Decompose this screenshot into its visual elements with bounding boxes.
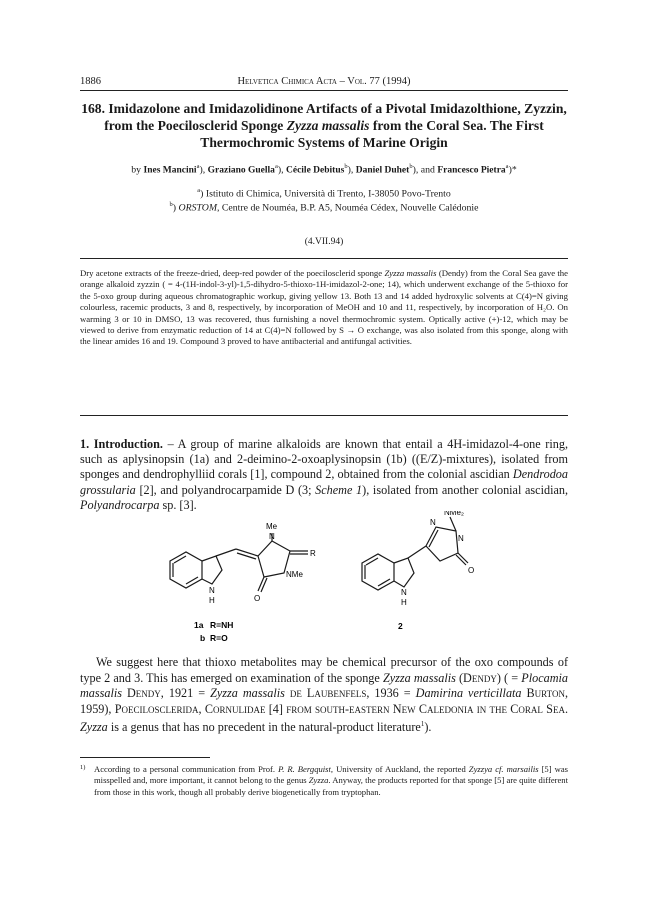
body-species: Zyzza	[80, 720, 108, 735]
body-text: de Laubenfels, 1936 =	[284, 686, 416, 701]
scheme-ref: Scheme 1	[315, 482, 363, 497]
footnote-mark-number: 1	[80, 764, 84, 771]
body-species: Zyzza massalis	[382, 670, 456, 685]
intro-text: ), isolated from another colonial ascidian,	[362, 482, 568, 497]
abstract-part: (Dendy) from the Coral Sea gave the orange alkaloid zyzzin ( = 4-(1H-indol-3-yl)-1,5-dihydro-5-thioxo-1H-imidazol-2-one; 14), which underwent exchange of the 5-thioxo for the 5-oxo group during aqueous chromatographic workup, giving yellow 13. Both 13 and 14 added hydroxylic solvents at C(4)=N giving colourless, racemic products, 3 and 8, respectively, by incorporation of MeOH and 10 and 11, respectively, by incorporation of H₂O. On warming 3 or 10 in DMSO, 13 was recovered, thus furnishing a novel thermochromic system. Optically active (+)-12, which may be viewed to derive from enzymatic reduction of 14 at C(4)=N followed by S → O exchange, was also isolated from this sponge, along with the linear amides 16 and 19. Compound 3 proved to have antibacterial and antifungal activities.	[80, 268, 569, 347]
footnote-ref[interactable]: 1	[420, 720, 425, 729]
abstract-text	[80, 259, 568, 348]
affil-mark: a	[197, 187, 201, 194]
affiliation-b: $^b$) ORSTOM, Centre de Nouméa, B.P. A5, Nouméa Cédex, Nouvelle Calédonie	[169, 201, 479, 214]
structure-figure	[150, 511, 540, 646]
author-name: Francesco Pietra	[437, 165, 506, 176]
footnote-text: . Anyway, the products reported for that sponge [5] are quite different from those in this work, though all probably derive biogenetically from tryptophan.	[94, 775, 568, 797]
atom-label-n: N	[269, 532, 275, 541]
structure-2-bonds	[362, 517, 468, 590]
introduction-paragraph	[80, 437, 568, 513]
intro-species: Polyandrocarpa	[80, 497, 160, 512]
section-heading: 1. Introduction.	[80, 437, 163, 451]
affil-text: ) Istituto di Chimica, Università di Trento, I-38050 Povo-Trento	[200, 188, 451, 200]
atom-label-nme2: NMe₂	[444, 511, 464, 517]
author-affil-mark: a	[196, 163, 200, 170]
atom-label-n: N	[401, 588, 407, 597]
atom-label-h: H	[209, 596, 215, 605]
body-species: Plocamia massalis	[80, 670, 568, 701]
body-text: (Dendy) ( =	[455, 670, 522, 685]
chemical-structures	[150, 511, 540, 646]
corresponding-mark: *	[511, 164, 517, 176]
title-part-1: 168. Imidazolone and Imidazolidinone Artifacts of a Pivotal Imidazolthione, Zyzzin, from the Poecilosclerid Sponge	[81, 101, 567, 133]
author-affil-mark: b	[344, 163, 348, 170]
atom-label-n: N	[430, 518, 436, 527]
compound-label-1a: 1a	[194, 620, 204, 630]
intro-text: [2], and polyandrocarpamide D (3;	[135, 482, 316, 497]
author-affil-mark: b	[409, 163, 413, 170]
atom-label-n: N	[458, 534, 464, 543]
footnote-text: , University of Auckland, the reported	[330, 764, 469, 774]
title-part-2: from the Coral Sea. The First Thermochromic Systems of Marine Origin	[200, 118, 544, 150]
body-text: is a genus that has no precedent in the natural-product literature	[107, 720, 421, 735]
body-species: Zyzza massalis	[210, 686, 285, 701]
intro-text: sp. [3].	[159, 497, 197, 512]
affil-text: , Centre de Nouméa, B.P. A5, Nouméa Cédex, Nouvelle Calédonie	[216, 202, 479, 214]
atom-label-me: Me	[266, 522, 278, 531]
atom-label-o: O	[468, 566, 475, 575]
compound-r-1b: R=O	[210, 633, 228, 643]
page-number: 1886	[80, 76, 101, 87]
author-name: Graziano Guella	[207, 165, 275, 176]
intro-species: Dendrodoa grossularia	[80, 467, 568, 497]
compound-label-2: 2	[398, 621, 403, 631]
compound-r-1a: R=NH	[210, 620, 234, 630]
intro-text: – A group of marine alkaloids are known that entail a 4H-imidazol-4-one ring, such as aplysinopsin (1a) and 2-deimino-2-oxoaplysinopsin (1b) ((E/Z)-mixtures), isolated from sponges and dendrophylliid corals [1], compound 2, obtained from the colonial ascidian	[80, 437, 568, 482]
running-header	[80, 76, 568, 90]
footnote-person: P. R. Bergquist	[278, 764, 331, 774]
authors-by: by	[131, 164, 142, 176]
author-name: Ines Mancini	[143, 165, 197, 176]
footnote-mark: 1)	[80, 764, 86, 771]
footnote-rule	[80, 757, 210, 758]
author-affil-mark: a	[274, 163, 278, 170]
atom-label-h: H	[401, 598, 407, 607]
abstract-box	[80, 258, 568, 416]
compound-label-1b: b	[200, 633, 206, 643]
article-title	[80, 100, 568, 151]
body-text: Burton, 1959), Poecilosclerida, Cornulidae [4] from south-eastern New Caledonia in the Coral Sea.	[80, 686, 569, 716]
body-text: We suggest here that thioxo metabolites may be chemical precursor of the oxo compounds of type 2 and 3. This has emerged on examination of the sponge	[80, 655, 568, 685]
footnote-text: [5] was misspelled and, more important, it cannot belong to the genus	[94, 764, 568, 786]
body-species: Damirina verticillata	[415, 686, 522, 701]
atom-label-r: R	[310, 549, 316, 558]
atom-label-n: N	[209, 586, 215, 595]
footnote-species: Zyzzya cf. marsailis	[468, 764, 539, 774]
footnote-text: According to a personal communication from Prof.	[94, 764, 279, 774]
header-rule	[80, 90, 568, 91]
affil-institution: ORSTOM	[178, 202, 217, 214]
footnote-species: Zyzza	[308, 775, 329, 786]
body-text: ).	[424, 720, 432, 735]
received-date: (4.VII.94)	[304, 237, 344, 247]
author-line: by Ines Mancini$^a$), Graziano Guella$^a$), Cécile Debitus$^b$), Daniel Duhet$^b$), and Francesco Pietra$^a$)*	[131, 163, 517, 176]
footnote	[80, 764, 568, 798]
title-species: Zyzza massalis	[286, 118, 370, 133]
abstract-species: Zyzza massalis	[384, 268, 437, 278]
atom-label-nme: NMe	[286, 570, 303, 579]
affil-mark: b	[169, 201, 173, 208]
atom-label-o: O	[254, 594, 261, 603]
body-paragraph	[80, 655, 568, 736]
structure-1-bonds	[170, 533, 308, 592]
abstract-part: Dry acetone extracts of the freeze-dried, deep-red powder of the poecilosclerid sponge	[80, 268, 385, 278]
body-text: Dendy, 1921 =	[122, 686, 211, 701]
journal-title: Helvetica Chimica Acta – Vol. 77 (1994)	[237, 76, 411, 87]
author-name: Daniel Duhet	[355, 165, 410, 176]
authors-and: and	[420, 164, 435, 176]
author-name: Cécile Debitus	[286, 165, 345, 176]
author-affil-mark: a	[505, 163, 509, 170]
